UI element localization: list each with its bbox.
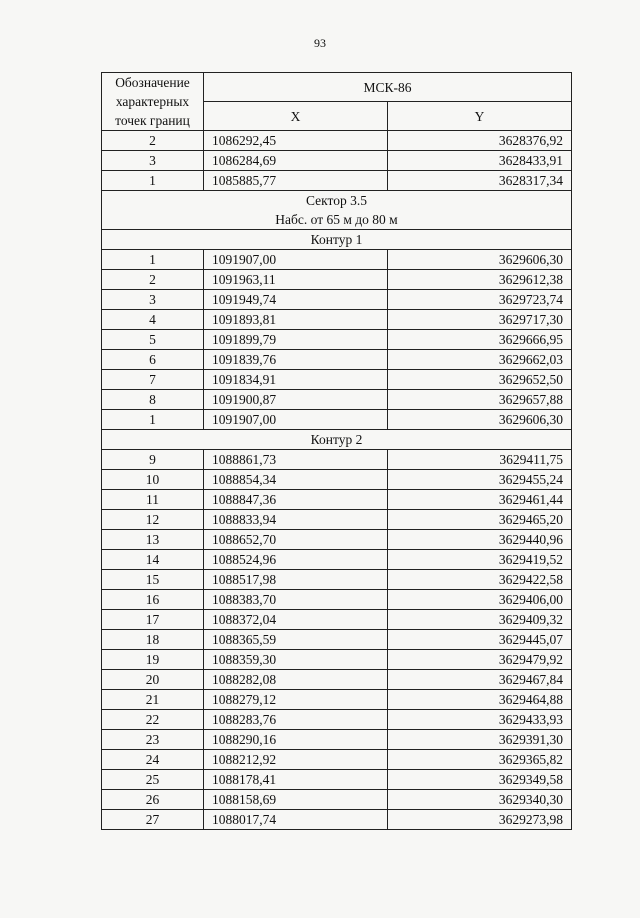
- y-coordinate-cell: 3629467,84: [388, 670, 572, 690]
- table-row: [102, 470, 572, 490]
- y-coordinate-cell: 3629419,52: [388, 550, 572, 570]
- x-coordinate-cell: 1088861,73: [204, 450, 388, 470]
- table-row: [102, 570, 572, 590]
- contour-header-row: [102, 430, 572, 450]
- y-coordinate-cell: 3629479,92: [388, 650, 572, 670]
- y-coordinate-cell: 3628376,92: [388, 131, 572, 151]
- table-row: [102, 610, 572, 630]
- y-coordinate-cell: 3629349,58: [388, 770, 572, 790]
- point-designation-header: Обозначение характерных точек границ: [102, 73, 204, 131]
- x-coordinate-cell: 1088282,08: [204, 670, 388, 690]
- y-coordinate-cell: 3628433,91: [388, 151, 572, 171]
- x-coordinate-cell: 1088279,12: [204, 690, 388, 710]
- y-coordinate-cell: 3629717,30: [388, 310, 572, 330]
- coordinate-system-header: МСК-86: [204, 73, 572, 102]
- table-row: [102, 350, 572, 370]
- table-row: [102, 330, 572, 350]
- table-row: [102, 390, 572, 410]
- x-coordinate-cell: 1091899,79: [204, 330, 388, 350]
- section-title: [102, 191, 572, 230]
- point-number-cell: 6: [102, 350, 204, 370]
- x-coordinate-cell: 1088383,70: [204, 590, 388, 610]
- y-coordinate-cell: 3629440,96: [388, 530, 572, 550]
- x-coordinate-cell: 1088212,92: [204, 750, 388, 770]
- table-row: [102, 710, 572, 730]
- table-row: [102, 790, 572, 810]
- contour-2-label: Контур 2: [102, 430, 572, 450]
- table-row: [102, 630, 572, 650]
- y-coordinate-cell: 3629662,03: [388, 350, 572, 370]
- point-number-cell: 18: [102, 630, 204, 650]
- x-coordinate-cell: 1088372,04: [204, 610, 388, 630]
- x-coordinate-cell: 1091949,74: [204, 290, 388, 310]
- table-row: [102, 590, 572, 610]
- x-coordinate-cell: 1086292,45: [204, 131, 388, 151]
- point-number-cell: 17: [102, 610, 204, 630]
- y-coordinate-cell: 3629433,93: [388, 710, 572, 730]
- point-number-cell: 22: [102, 710, 204, 730]
- point-number-cell: 12: [102, 510, 204, 530]
- x-coordinate-cell: 1091893,81: [204, 310, 388, 330]
- point-number-cell: 9: [102, 450, 204, 470]
- y-coordinate-cell: 3629406,00: [388, 590, 572, 610]
- x-coordinate-cell: 1088359,30: [204, 650, 388, 670]
- y-coordinate-cell: 3629606,30: [388, 250, 572, 270]
- table-row: [102, 250, 572, 270]
- point-number-cell: 25: [102, 770, 204, 790]
- section-row: [102, 191, 572, 230]
- point-number-cell: 3: [102, 290, 204, 310]
- x-coordinate-cell: 1088365,59: [204, 630, 388, 650]
- x-coordinate-cell: 1091963,11: [204, 270, 388, 290]
- page-number: 93: [314, 36, 326, 50]
- y-coordinate-cell: 3629409,32: [388, 610, 572, 630]
- point-number-cell: 7: [102, 370, 204, 390]
- section-depth-range: Набс. от 65 м до 80 м: [275, 212, 398, 227]
- x-coordinate-cell: 1088833,94: [204, 510, 388, 530]
- point-number-cell: 19: [102, 650, 204, 670]
- contour-header-row: [102, 230, 572, 250]
- x-coordinate-cell: 1088854,34: [204, 470, 388, 490]
- y-coordinate-cell: 3629464,88: [388, 690, 572, 710]
- x-coordinate-cell: 1091834,91: [204, 370, 388, 390]
- point-number-cell: 13: [102, 530, 204, 550]
- x-coordinate-cell: 1088178,41: [204, 770, 388, 790]
- y-coordinate-cell: 3628317,34: [388, 171, 572, 191]
- y-coordinate-cell: 3629723,74: [388, 290, 572, 310]
- y-coordinate-cell: 3629606,30: [388, 410, 572, 430]
- y-coordinate-cell: 3629657,88: [388, 390, 572, 410]
- y-coordinate-cell: 3629455,24: [388, 470, 572, 490]
- table-row: [102, 370, 572, 390]
- x-coordinate-cell: 1086284,69: [204, 151, 388, 171]
- point-number-cell: 16: [102, 590, 204, 610]
- table-row: [102, 530, 572, 550]
- y-coordinate-cell: 3629652,50: [388, 370, 572, 390]
- table-row: [102, 151, 572, 171]
- y-coordinate-cell: 3629465,20: [388, 510, 572, 530]
- point-number-cell: 11: [102, 490, 204, 510]
- point-number-cell: 3: [102, 151, 204, 171]
- table-row: [102, 490, 572, 510]
- x-coordinate-cell: 1091900,87: [204, 390, 388, 410]
- table-row: [102, 770, 572, 790]
- table-row: [102, 290, 572, 310]
- table-row: [102, 810, 572, 830]
- table-row: [102, 171, 572, 191]
- table-row: [102, 450, 572, 470]
- y-coordinate-cell: 3629461,44: [388, 490, 572, 510]
- table-row: [102, 131, 572, 151]
- table-row: [102, 690, 572, 710]
- point-number-cell: 4: [102, 310, 204, 330]
- table-row: [102, 670, 572, 690]
- x-coordinate-cell: 1088283,76: [204, 710, 388, 730]
- x-coordinate-cell: 1091907,00: [204, 410, 388, 430]
- coordinates-table: [101, 72, 572, 830]
- table-row: [102, 650, 572, 670]
- x-coordinate-cell: 1088517,98: [204, 570, 388, 590]
- y-coordinate-cell: 3629612,38: [388, 270, 572, 290]
- x-column-header: X: [204, 102, 388, 131]
- point-number-cell: 21: [102, 690, 204, 710]
- y-coordinate-cell: 3629422,58: [388, 570, 572, 590]
- y-coordinate-cell: 3629391,30: [388, 730, 572, 750]
- point-number-cell: 24: [102, 750, 204, 770]
- section-sector: Сектор 3.5: [306, 193, 368, 208]
- y-coordinate-cell: 3629365,82: [388, 750, 572, 770]
- point-number-cell: 14: [102, 550, 204, 570]
- point-number-cell: 20: [102, 670, 204, 690]
- x-coordinate-cell: 1085885,77: [204, 171, 388, 191]
- point-number-cell: 8: [102, 390, 204, 410]
- x-coordinate-cell: 1088158,69: [204, 790, 388, 810]
- x-coordinate-cell: 1088017,74: [204, 810, 388, 830]
- point-number-cell: 10: [102, 470, 204, 490]
- point-number-cell: 1: [102, 410, 204, 430]
- y-column-header: Y: [388, 102, 572, 131]
- point-number-cell: 15: [102, 570, 204, 590]
- x-coordinate-cell: 1091839,76: [204, 350, 388, 370]
- contour-2-rows: [102, 450, 572, 830]
- point-number-cell: 1: [102, 250, 204, 270]
- point-number-cell: 1: [102, 171, 204, 191]
- point-number-cell: 2: [102, 270, 204, 290]
- x-coordinate-cell: 1088847,36: [204, 490, 388, 510]
- x-coordinate-cell: 1088524,96: [204, 550, 388, 570]
- x-coordinate-cell: 1088290,16: [204, 730, 388, 750]
- table-row: [102, 550, 572, 570]
- point-number-cell: 27: [102, 810, 204, 830]
- y-coordinate-cell: 3629273,98: [388, 810, 572, 830]
- table-row: [102, 270, 572, 290]
- contour-1-label: Контур 1: [102, 230, 572, 250]
- table-row: [102, 410, 572, 430]
- table-row: [102, 310, 572, 330]
- x-coordinate-cell: 1091907,00: [204, 250, 388, 270]
- y-coordinate-cell: 3629666,95: [388, 330, 572, 350]
- top-rows: [102, 131, 572, 191]
- contour-1-rows: [102, 250, 572, 430]
- y-coordinate-cell: 3629411,75: [388, 450, 572, 470]
- table-row: [102, 750, 572, 770]
- point-number-cell: 5: [102, 330, 204, 350]
- point-number-cell: 26: [102, 790, 204, 810]
- y-coordinate-cell: 3629340,30: [388, 790, 572, 810]
- point-number-cell: 23: [102, 730, 204, 750]
- x-coordinate-cell: 1088652,70: [204, 530, 388, 550]
- table-row: [102, 730, 572, 750]
- y-coordinate-cell: 3629445,07: [388, 630, 572, 650]
- table-row: [102, 510, 572, 530]
- point-number-cell: 2: [102, 131, 204, 151]
